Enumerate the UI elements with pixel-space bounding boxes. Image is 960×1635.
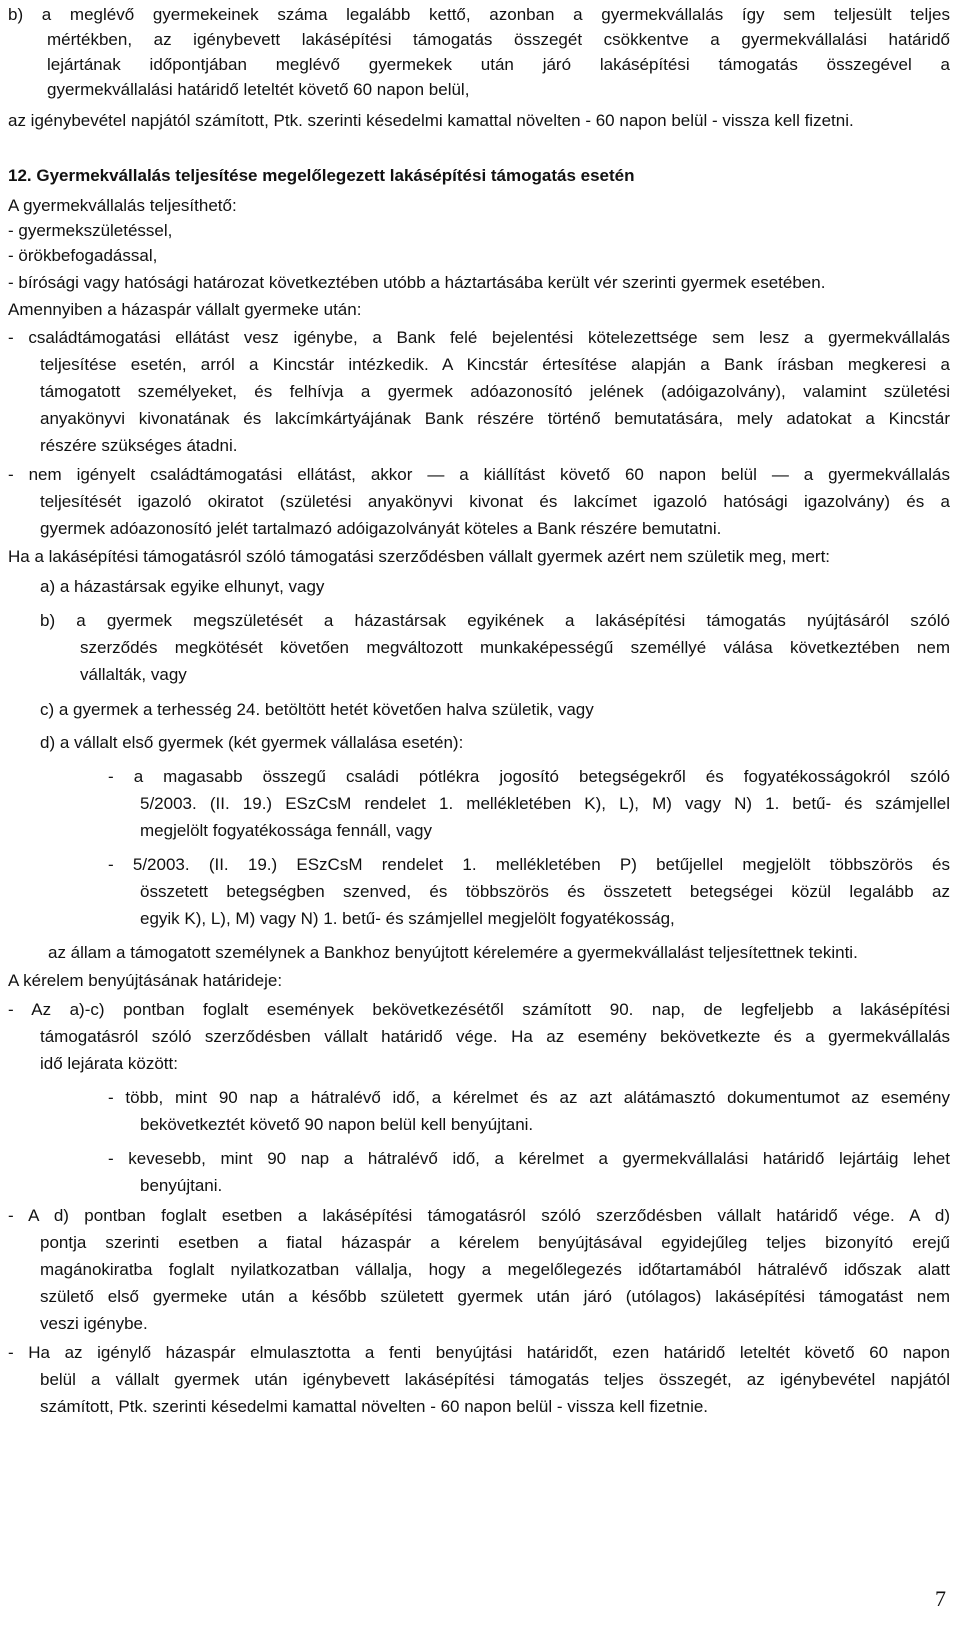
text-line: - a magasabb összegű családi pótlékra jogosító betegségekről és fogyatékosságokról szóló <box>108 767 950 786</box>
text-line: gyermek adóazonosító jelét tartalmazó adóigazolványát köteles a Bank részére bemutatni. <box>40 519 722 538</box>
text-line: A gyermekvállalás teljesíthető: <box>8 196 237 215</box>
text-line: A kérelem benyújtásának határideje: <box>8 971 283 990</box>
text-line: 5/2003. (II. 19.) ESzCsM rendelet 1. mellékletében K), L), M) vagy N) 1. betű- és számjellel <box>140 794 950 813</box>
text-line: benyújtani. <box>140 1176 223 1195</box>
text-line: veszi igénybe. <box>40 1314 148 1333</box>
text-line: d) a vállalt első gyermek (két gyermek vállalása esetén): <box>40 733 464 752</box>
text-line: bekövetkeztét követő 90 napon belül kell benyújtani. <box>140 1115 534 1134</box>
text-line: - 5/2003. (II. 19.) ESzCsM rendelet 1. mellékletében P) betűjellel megjelölt többszörös és <box>108 855 950 874</box>
text-line: teljesítését igazoló okiratot (születési anyakönyvi kivonat és lakcímet igazoló hatósági igazolvány) és a <box>40 492 950 511</box>
text-line: támogatott személyeket, és felhívja a gyermek adóazonosító jelének (adóigazolvány), valamint születési <box>40 382 950 401</box>
text-line: idő lejárata között: <box>40 1054 178 1073</box>
text-line: - A d) pontban foglalt esetben a lakásépítési támogatásról szóló szerződésben vállalt határidő vége. A d) <box>8 1206 950 1225</box>
text-line: támogatásról szóló szerződésben vállalt határidő vége. Ha az esemény bekövetkezte és a gyermekvállalás <box>40 1027 950 1046</box>
text-line: 12. Gyermekvállalás teljesítése megelőlegezett lakásépítési támogatás esetén <box>8 166 635 185</box>
text-line: pontja szerinti esetben a fiatal házaspár a kérelem benyújtásával egyidejűleg teljes bizonyító erejű <box>40 1233 950 1252</box>
text-line: a) a házastársak egyike elhunyt, vagy <box>40 577 325 596</box>
text-line: az igénybevétel napjától számított, Ptk. szerinti késedelmi kamattal növelten - 60 napon belül - vissza kell fizetni. <box>8 111 854 130</box>
text-line: az állam a támogatott személynek a Bankhoz benyújtott kérelemére a gyermekvállalást teljesítettnek tekinti. <box>48 943 858 962</box>
text-line: gyermekvállalási határidő leteltét követő 60 napon belül, <box>47 80 470 99</box>
text-line: egyik K), L), M) vagy N) 1. betű- és számjellel megjelölt fogyatékosság, <box>140 909 675 928</box>
text-line: mértékben, az igénybevett lakásépítési támogatás összegét csökkentve a gyermekvállalási határidő <box>47 30 950 49</box>
text-line: c) a gyermek a terhesség 24. betöltött hetét követően halva születik, vagy <box>40 700 594 719</box>
text-line: teljesítése esetén, arról a Kincstár intézkedik. A Kincstár értesítése alapján a Bank írásban megkeresi a <box>40 355 950 374</box>
text-line: részére szükséges átadni. <box>40 436 238 455</box>
text-line: - Az a)-c) pontban foglalt események bekövetkezésétől számított 90. nap, de legfeljebb a lakásépítési <box>8 1000 950 1019</box>
page-number: 7 <box>935 1586 946 1611</box>
text-line: Amennyiben a házaspár vállalt gyermeke után: <box>8 300 362 319</box>
text-line: vállalták, vagy <box>80 665 187 684</box>
text-line: - gyermekszületéssel, <box>8 221 173 240</box>
text-line: - családtámogatási ellátást vesz igénybe, a Bank felé bejelentési kötelezettsége sem lesz a gyermekvállalás <box>8 328 950 347</box>
text-line: magánokiratba foglalt nyilatkozatban vállalja, hogy a megelőlegezés időtartamából hátralévő időszak alatt <box>40 1260 950 1279</box>
text-line: szerződés megkötését követően megváltozott munkaképességű személlyé válása következtében nem <box>80 638 950 657</box>
text-line: születő első gyermeke után a később született gyermek után járó (utólagos) lakásépítési támogatást nem <box>40 1287 950 1306</box>
text-line: b) a gyermek megszületését a házastársak egyikének a lakásépítési támogatás nyújtásáról szóló <box>40 611 950 630</box>
text-line: belül a vállalt gyermek után igénybevett lakásépítési támogatás teljes összegét, az igénybevétel napjától <box>40 1370 950 1389</box>
text-line: - örökbefogadással, <box>8 246 158 265</box>
text-line: összetett betegségben szenved, és többszörös és összetett betegségei közül legalább az <box>140 882 950 901</box>
text-line: - nem igényelt családtámogatási ellátást, akkor — a kiállítást követő 60 napon belül — a gyermekvállalás <box>8 465 950 484</box>
text-line: - több, mint 90 nap a hátralévő idő, a kérelmet és az azt alátámasztó dokumentumot az esemény <box>108 1088 950 1107</box>
text-line: megjelölt fogyatékossága fennáll, vagy <box>140 821 433 840</box>
text-line: - Ha az igénylő házaspár elmulasztotta a fenti benyújtási határidőt, ezen határidő leteltét követő 60 napon <box>8 1343 950 1362</box>
text-line: lejártának időpontjában meglévő gyermekek után járó lakásépítési támogatás összegével a <box>47 55 950 74</box>
text-line: - kevesebb, mint 90 nap a hátralévő idő, a kérelmet a gyermekvállalási határidő lejártáig lehet <box>108 1149 950 1168</box>
text-line: anyakönyvi kivonatának és lakcímkártyájának Bank részére történő bemutatására, mely adatokat a Kincstár <box>40 409 950 428</box>
text-line: b) a meglévő gyermekeinek száma legalább kettő, azonban a gyermekvállalás így sem teljesült teljes <box>8 5 950 24</box>
text-line: - bírósági vagy hatósági határozat következtében utóbb a háztartásába került vér szerinti gyermek esetében. <box>8 273 826 292</box>
text-line: számított, Ptk. szerinti késedelmi kamattal növelten - 60 napon belül - vissza kell fizetnie. <box>40 1397 709 1416</box>
text-line: Ha a lakásépítési támogatásról szóló támogatási szerződésben vállalt gyermek azért nem születik meg, mert: <box>8 547 831 566</box>
